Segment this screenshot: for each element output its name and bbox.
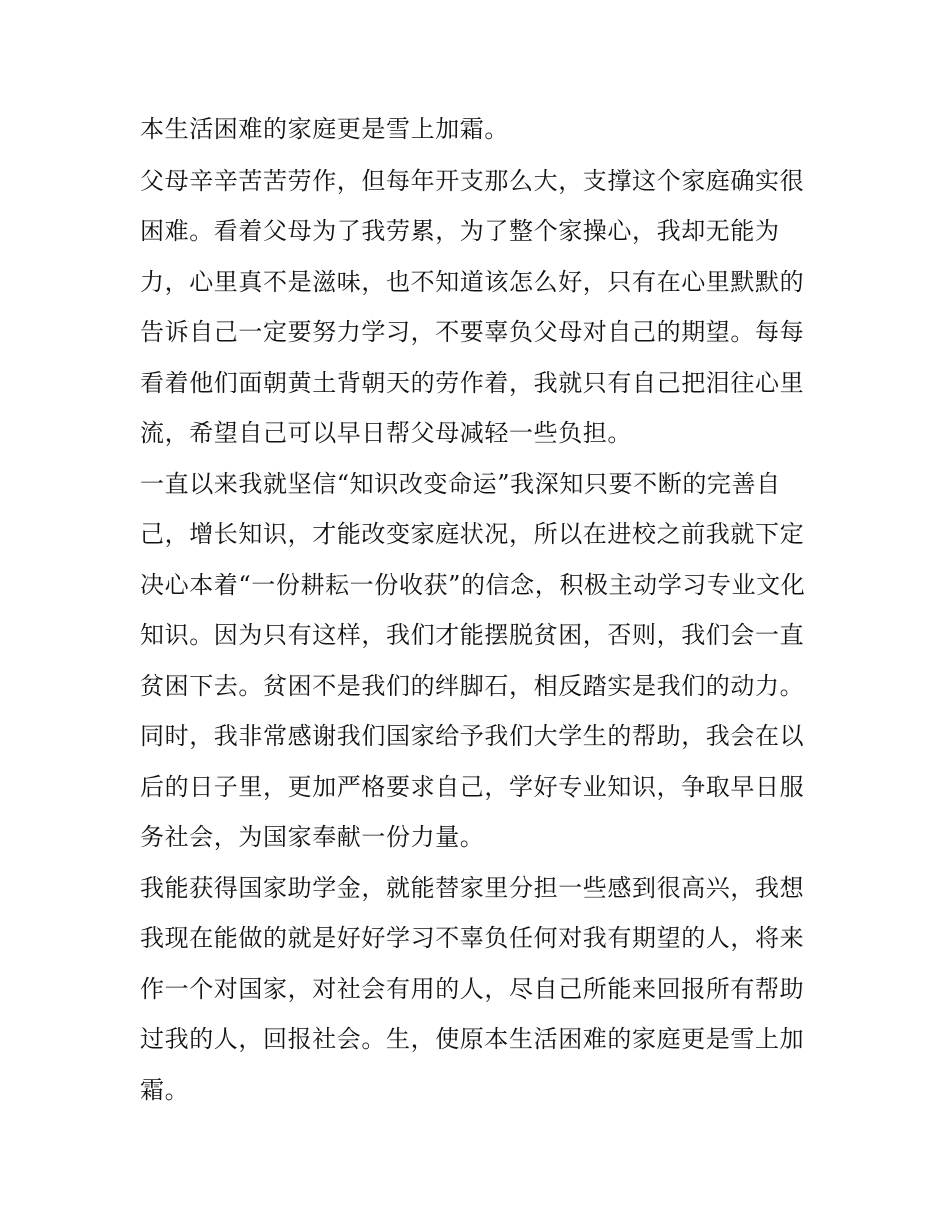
- text-line: 困难。看着父母为了我劳累，为了整个家操心，我却无能为: [140, 217, 780, 245]
- text-line: 务社会，为国家奉献一份力量。: [140, 823, 485, 851]
- text-line: 决心本着“一份耕耘一份收获”的信念，积极主动学习专业文化: [140, 571, 806, 599]
- text-line: 知识。因为只有这样，我们才能摆脱贫困，否则，我们会一直: [140, 621, 805, 649]
- text-line: 霜。: [140, 1076, 190, 1104]
- text-line: 贫困下去。贫困不是我们的绊脚石，相反踏实是我们的动力。: [140, 672, 805, 700]
- text-line: 同时，我非常感谢我们国家给予我们大学生的帮助，我会在以: [140, 722, 805, 750]
- text-line: 一直以来我就坚信“知识改变命运”我深知只要不断的完善自: [140, 470, 781, 498]
- text-line: 我现在能做的就是好好学习不辜负任何对我有期望的人，将来: [140, 924, 805, 952]
- text-line: 己，增长知识，才能改变家庭状况，所以在进校之前我就下定: [140, 520, 805, 548]
- text-line: 告诉自己一定要努力学习，不要辜负父母对自己的期望。每每: [140, 318, 805, 346]
- text-line: 过我的人，回报社会。生，使原本生活困难的家庭更是雪上加: [140, 1025, 805, 1053]
- text-line: 后的日子里，更加严格要求自己，学好专业知识，争取早日服: [140, 773, 805, 801]
- text-line: 我能获得国家助学金，就能替家里分担一些感到很高兴，我想: [140, 874, 805, 902]
- text-line: 本生活困难的家庭更是雪上加霜。: [140, 115, 509, 143]
- text-line: 力，心里真不是滋味，也不知道该怎么好，只有在心里默默的: [140, 268, 805, 296]
- text-line: 作一个对国家，对社会有用的人，尽自己所能来回报所有帮助: [140, 975, 805, 1003]
- text-line: 流，希望自己可以早日帮父母减轻一些负担。: [140, 419, 632, 447]
- text-line: 看着他们面朝黄土背朝天的劳作着，我就只有自己把泪往心里: [140, 369, 805, 397]
- text-line: 父母辛辛苦苦劳作，但每年开支那么大，支撑这个家庭确实很: [140, 167, 805, 195]
